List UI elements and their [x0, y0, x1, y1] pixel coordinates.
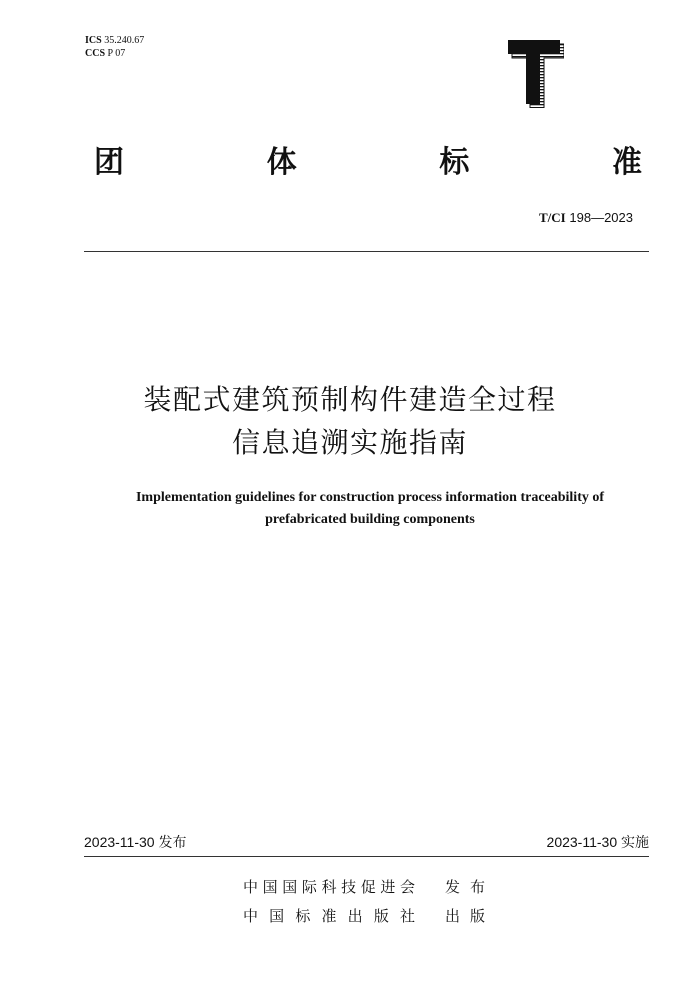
standard-code: 198—2023 [569, 210, 633, 225]
document-category [94, 143, 642, 183]
implement-date: 2023-11-30 实施 [546, 834, 649, 850]
classification-codes [85, 34, 144, 60]
en-title [70, 487, 670, 531]
category-char: 准 [611, 145, 642, 180]
en-title-line2: prefabricated building components [265, 512, 475, 527]
en-title-line1: Implementation guidelines for construction process information traceability of [135, 490, 605, 505]
category-char: 体 [266, 145, 297, 180]
publisher-row [243, 877, 485, 897]
header-divider [84, 251, 649, 252]
publisher-org: 中国国际科技促进会 [243, 878, 415, 896]
standard-prefix: T/CI [539, 210, 566, 225]
ccs-label: CCS [85, 48, 106, 59]
ics-code: 35.240.67 [104, 35, 145, 46]
cn-title-line2: 信息追溯实施指南 [231, 426, 468, 459]
category-char: 标 [439, 145, 470, 180]
standard-number [539, 210, 633, 226]
category-char: 团 [94, 145, 124, 180]
footer-divider [84, 856, 649, 857]
publisher-row [243, 906, 485, 926]
cn-title-line1: 装配式建筑预制构件建造全过程 [143, 383, 557, 416]
publisher-action: 出版 [445, 907, 485, 925]
ics-line [85, 34, 144, 47]
publisher-action: 发布 [445, 878, 485, 896]
ics-label: ICS [85, 35, 102, 46]
issue-date: 2023-11-30 发布 [84, 834, 187, 850]
publisher-org: 中国标准出版社 [243, 907, 415, 925]
standard-t-logo [508, 38, 564, 108]
ccs-code: P 07 [107, 48, 126, 59]
ccs-line [85, 47, 144, 60]
